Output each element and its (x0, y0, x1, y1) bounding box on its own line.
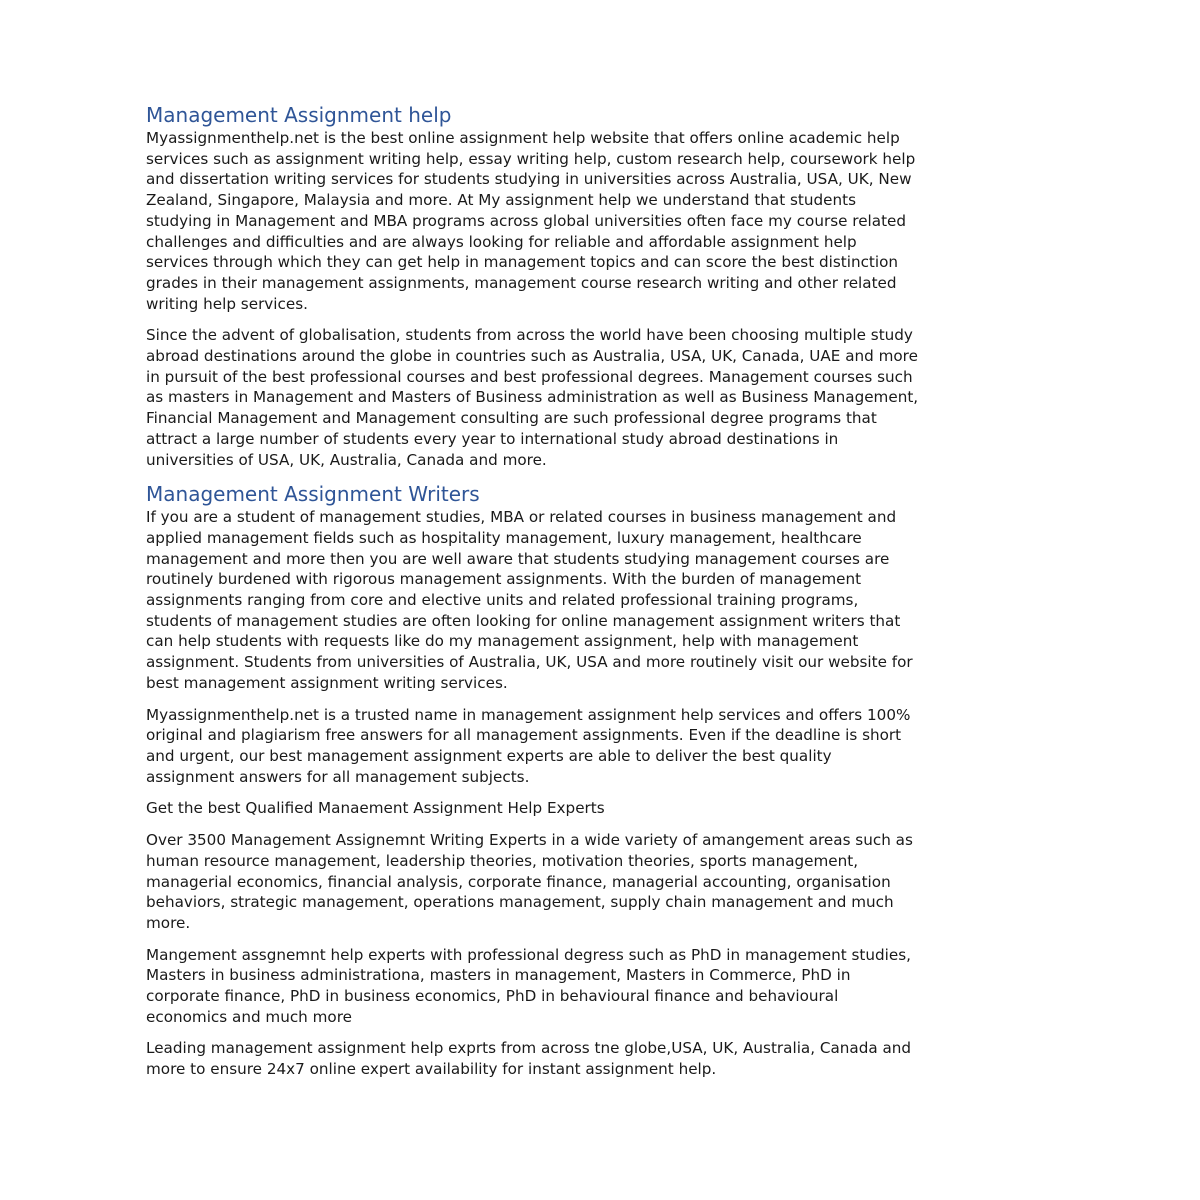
text-line: economics and much more (146, 1007, 352, 1026)
paragraph-global-availability (146, 1038, 1076, 1079)
text-line: Myassignmenthelp.net is a trusted name in management assignment help services and offers 100% (146, 705, 911, 724)
paragraph-qualified-experts (146, 798, 1076, 819)
text-line: assignments ranging from core and elective units and related professional training programs, (146, 591, 859, 610)
text-line: more. (146, 913, 191, 932)
text-line: as masters in Management and Masters of Business administration as well as Business Management, (146, 388, 919, 407)
text-line: Since the advent of globalisation, students from across the world have been choosing multiple study (146, 326, 913, 345)
text-line: behaviors, strategic management, operations management, supply chain management and much (146, 893, 894, 912)
text-line: If you are a student of management studies, MBA or related courses in business management and (146, 508, 897, 527)
paragraph-intro (146, 128, 1076, 314)
text-line: Over 3500 Management Assignemnt Writing Experts in a wide variety of amangement areas such as (146, 831, 913, 850)
text-line: attract a large number of students every year to international study abroad destinations in (146, 429, 839, 448)
text-line: Get the best Qualified Manaement Assignment Help Experts (146, 799, 605, 818)
text-line: can help students with requests like do my management assignment, help with management (146, 632, 859, 651)
text-line: challenges and difficulties and are always looking for reliable and affordable assignment help (146, 232, 857, 251)
text-line: Leading management assignment help exprts from across tne globe,USA, UK, Australia, Canada and (146, 1039, 912, 1058)
text-line: Zealand, Singapore, Malaysia and more. At My assignment help we understand that students (146, 191, 856, 210)
document-page (146, 102, 1076, 1091)
text-line: writing help services. (146, 294, 308, 313)
text-line: and dissertation writing services for students studying in universities across Australia, USA, UK, New (146, 170, 912, 189)
text-line: applied management fields such as hospitality management, luxury management, healthcare (146, 528, 862, 547)
text-line: students of management studies are often looking for online management assignment writers that (146, 611, 901, 630)
text-line: assignment answers for all management subjects. (146, 767, 530, 786)
text-line: Financial Management and Management consulting are such professional degree programs that (146, 409, 877, 428)
text-line: more to ensure 24x7 online expert availability for instant assignment help. (146, 1060, 717, 1079)
text-line: assignment. Students from universities of Australia, UK, USA and more routinely visit our website for (146, 653, 913, 672)
text-line: services through which they can get help in management topics and can score the best distinction (146, 253, 899, 272)
text-line: best management assignment writing services. (146, 673, 508, 692)
text-line: services such as assignment writing help, essay writing help, custom research help, coursework help (146, 149, 916, 168)
text-line: Mangement assgnemnt help experts with professional degress such as PhD in management studies, (146, 945, 911, 964)
text-line: in pursuit of the best professional courses and best professional degrees. Management courses such (146, 367, 913, 386)
text-line: original and plagiarism free answers for all management assignments. Even if the deadline is short (146, 726, 902, 745)
text-line: studying in Management and MBA programs across global universities often face my course related (146, 211, 907, 230)
text-line: corporate finance, PhD in business economics, PhD in behavioural finance and behavioural (146, 987, 839, 1006)
heading-management-assignment-writers: Management Assignment Writers (146, 482, 480, 507)
text-line: human resource management, leadership theories, motivation theories, sports management, (146, 851, 859, 870)
paragraph-trusted-name (146, 705, 1076, 788)
paragraph-globalisation (146, 325, 1076, 470)
text-line: routinely burdened with rigorous management assignments. With the burden of management (146, 570, 862, 589)
text-line: universities of USA, UK, Australia, Canada and more. (146, 450, 547, 469)
text-line: managerial economics, financial analysis, corporate finance, managerial accounting, organisation (146, 872, 891, 891)
text-line: abroad destinations around the globe in countries such as Australia, USA, UK, Canada, UAE and more (146, 347, 918, 366)
text-line: Myassignmenthelp.net is the best online assignment help website that offers online academic help (146, 129, 900, 147)
heading-management-assignment-help: Management Assignment help (146, 103, 452, 127)
text-line: grades in their management assignments, management course research writing and other related (146, 273, 897, 292)
text-line: management and more then you are well aware that students studying management courses are (146, 549, 890, 568)
paragraph-expert-degrees (146, 945, 1076, 1028)
text-line: and urgent, our best management assignment experts are able to deliver the best quality (146, 746, 832, 765)
paragraph-management-students (146, 507, 1076, 693)
paragraph-expert-areas (146, 830, 1076, 934)
text-line: Masters in business administrationa, masters in management, Masters in Commerce, PhD in (146, 966, 851, 985)
